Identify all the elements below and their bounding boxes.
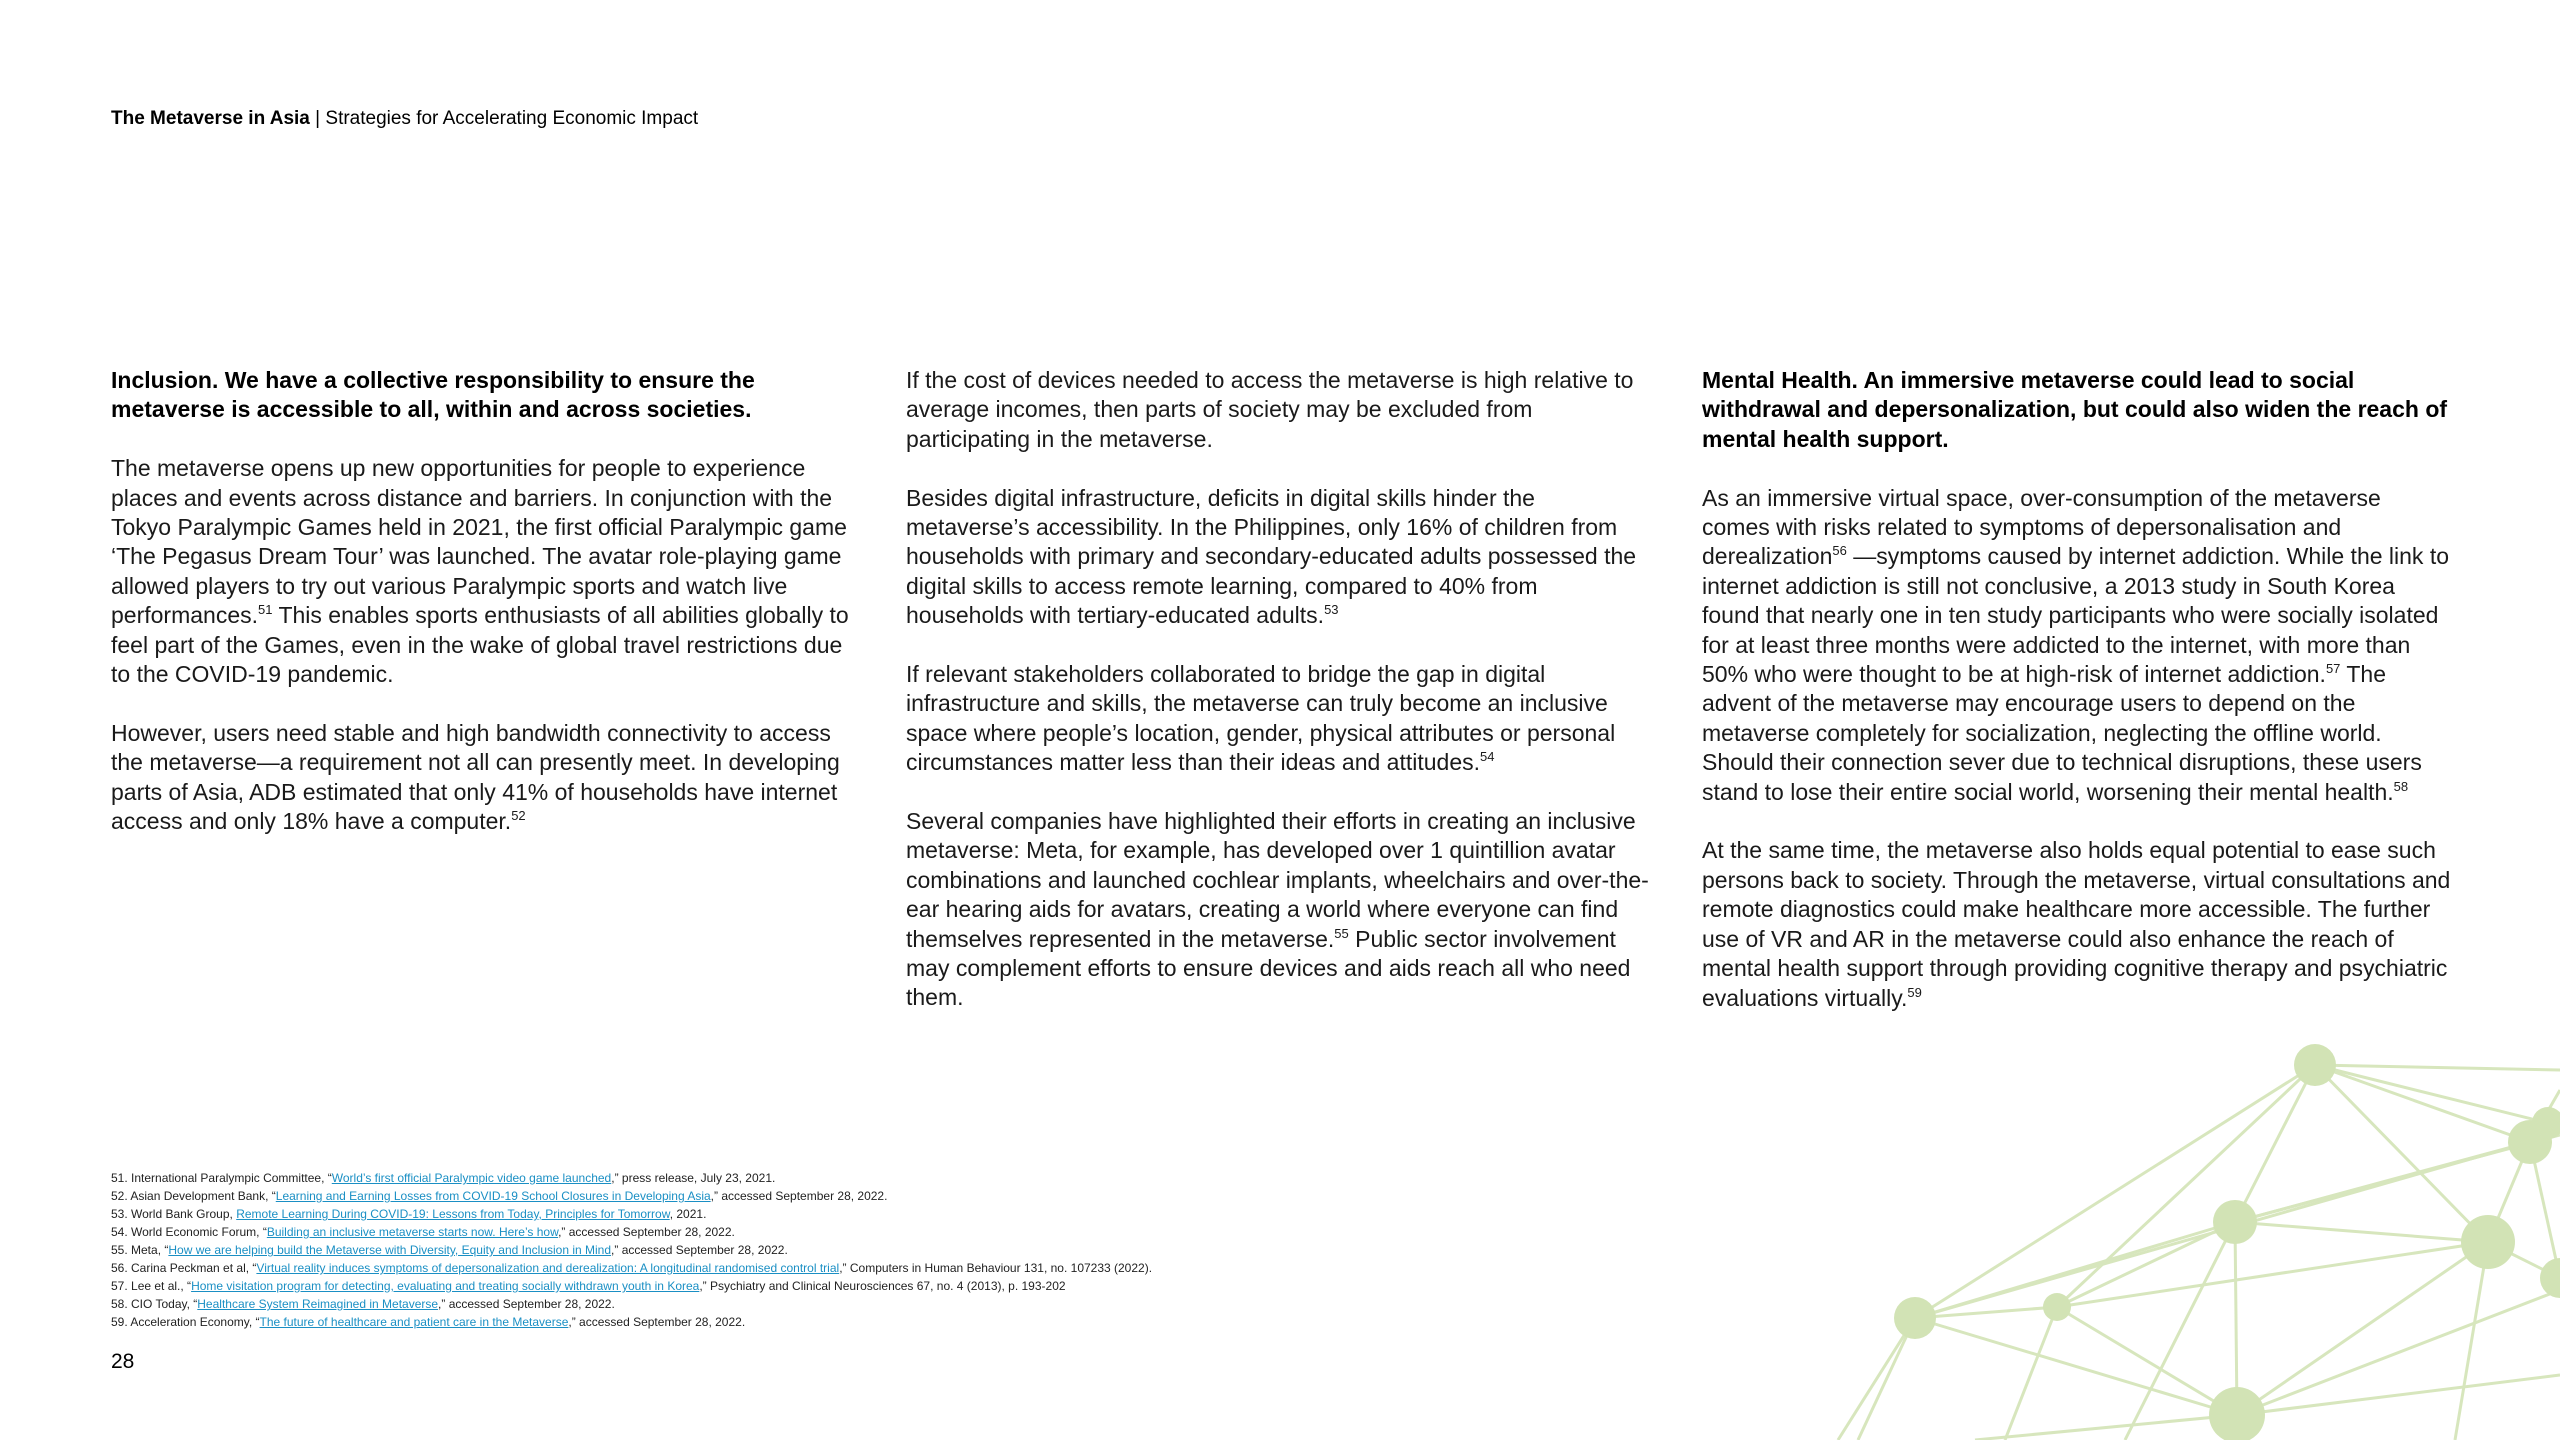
mental-health-heading: Mental Health. An immersive metaverse could lead to social withdrawal and depersonalization, but could also widen the reach of mental health support.	[1702, 367, 2448, 452]
paragraph-text: However, users need stable and high bandwidth connectivity to access the metaverse—a requirement not all can presently meet. In developing parts of Asia, ADB estimated that only 41% of households have internet access and only 18% have a computer.	[111, 719, 840, 835]
paragraph-text: Several companies have highlighted their efforts in creating an inclusive metaverse: Meta, for example, has developed over 1 quintillion avatar combinations and launched cochlear implants, wheelchairs and over-the-ear hearing aids for avatars, creating a world where everyone can find themselves represented in the metaverse.	[906, 808, 1649, 952]
paragraph	[906, 660, 1656, 778]
text-column-accessibility	[906, 366, 1656, 1042]
paragraph-text: This enables sports enthusiasts of all abilities globally to feel part of the Games, even in the wake of global travel restrictions due to the COVID-19 pandemic.	[111, 602, 849, 688]
footnote-ref: 51	[258, 602, 273, 618]
footnote-text: ,” accessed September 28, 2022.	[611, 1243, 788, 1257]
paragraph-text: —symptoms caused by internet addiction. While the link to internet addiction is still not conclusive, a 2013 study in South Korea found that nearly one in ten study participants who were socially isolated for at least three months were addicted to the internet, with more than 50% who were thought to be at high-risk of internet addiction.	[1702, 543, 2450, 688]
paragraph-text: As an immersive virtual space, over-consumption of the metaverse comes with risks related to symptoms of depersonalisation and derealization	[1702, 484, 2381, 570]
paragraph	[906, 807, 1656, 1013]
footnote-text: ,” accessed September 28, 2022.	[558, 1225, 735, 1239]
footnote-text: ,” accessed September 28, 2022.	[568, 1315, 746, 1329]
footnote-text: ,” Psychiatry and Clinical Neurosciences 67, no. 4 (2013), p. 193-202	[699, 1279, 1066, 1293]
report-subtitle: Strategies for Accelerating Economic Impact	[325, 108, 699, 129]
paragraph	[1702, 836, 2452, 1012]
network-lines	[1838, 1065, 2560, 1440]
footnote	[111, 1241, 1152, 1259]
footnote-text: ,” press release, July 23, 2021.	[611, 1171, 776, 1185]
footnote-text: 56. Carina Peckman et al, “	[111, 1261, 257, 1275]
paragraph	[1702, 484, 2452, 807]
footnote-text: 53. World Bank Group,	[111, 1207, 237, 1221]
footnote-link[interactable]: Virtual reality induces symptoms of depersonalization and derealization: A longitudinal randomised control trial	[256, 1261, 840, 1275]
footnote-link[interactable]: Home visitation program for detecting, evaluating and treating socially withdrawn youth in Korea	[191, 1279, 700, 1293]
footnote-ref: 52	[511, 808, 526, 824]
network-nodes	[1894, 1044, 2560, 1440]
footnote-link[interactable]: How we are helping build the Metaverse with Diversity, Equity and Inclusion in Mind	[168, 1243, 612, 1257]
text-column-mental-health	[1702, 366, 2452, 1042]
footnote	[111, 1313, 1152, 1331]
paragraph-text: At the same time, the metaverse also holds equal potential to ease such persons back to society. Through the metaverse, virtual consultations and remote diagnostics could make healthcare more accessible. The further use of VR and AR in the metaverse could also enhance the reach of mental health support through providing cognitive therapy and psychiatric evaluations virtually.	[1702, 837, 2451, 1011]
footnote-ref: 53	[1324, 602, 1339, 618]
report-title: The Metaverse in Asia	[111, 108, 310, 129]
paragraph	[111, 719, 861, 837]
footnote-link[interactable]: The future of healthcare and patient care in the Metaverse	[259, 1315, 569, 1329]
paragraph-text: Besides digital infrastructure, deficits in digital skills hinder the metaverse’s accessibility. In the Philippines, only 16% of children from households with primary and secondary-educated adults possessed the digital skills to access remote learning, compared to 40% from households with tertiary-educated adults.	[906, 484, 1637, 629]
paragraph-text: The metaverse opens up new opportunities for people to experience places and events across distance and barriers. In conjunction with the Tokyo Paralympic Games held in 2021, the first official Paralympic game ‘The Pegasus Dream Tour’ was launched. The avatar role-playing game allowed players to try out various Paralympic sports and watch live performances.	[111, 455, 847, 629]
page-number: 28	[111, 1350, 135, 1373]
paragraph	[906, 484, 1656, 631]
footnote-ref: 59	[1907, 984, 1922, 1000]
footnote-ref: 57	[2325, 661, 2341, 677]
footnote-text: 52. Asian Development Bank, “	[111, 1189, 276, 1203]
footnote-text: ,” Computers in Human Behaviour 131, no. 107233 (2022).	[839, 1261, 1153, 1275]
footnote-text: ,” accessed September 28, 2022.	[710, 1189, 888, 1203]
footnotes	[111, 1169, 1152, 1331]
footnote-link[interactable]: Remote Learning During COVID-19: Lessons from Today, Principles for Tomorrow	[236, 1207, 670, 1221]
footnote-text: 55. Meta, “	[111, 1243, 169, 1257]
footnote-ref: 56	[1832, 543, 1847, 559]
footnote-text: 57. Lee et al., “	[111, 1279, 192, 1293]
footnote-text: 59. Acceleration Economy, “	[111, 1315, 260, 1329]
footnote-link[interactable]: World’s first official Paralympic video game launched	[331, 1171, 612, 1185]
footnote-ref: 54	[1480, 749, 1495, 765]
paragraph-text: The advent of the metaverse may encourage users to depend on the metaverse completely for socialization, neglecting the offline world. Should their connection sever due to technical disruptions, these users stand to lose their entire social world, worsening their mental health.	[1702, 661, 2422, 805]
footnote	[111, 1223, 1152, 1241]
paragraph-text: Public sector involvement may complement efforts to ensure devices and aids reach all who need them.	[906, 925, 1631, 1011]
footnote-text: 51. International Paralympic Committee, “	[111, 1171, 332, 1185]
paragraph-text: If relevant stakeholders collaborated to bridge the gap in digital infrastructure and skills, the metaverse can truly become an inclusive space where people’s location, gender, physical attributes or personal circumstances matter less than their ideas and attitudes.	[906, 661, 1616, 776]
header-separator: |	[309, 108, 326, 129]
footnote-link[interactable]: Building an inclusive metaverse starts now. Here’s how	[266, 1225, 559, 1239]
footnote-text: , 2021.	[669, 1207, 707, 1221]
paragraph	[111, 454, 861, 689]
footnote	[111, 1169, 1152, 1187]
footnote	[111, 1277, 1152, 1295]
footnote-text: 58. CIO Today, “	[111, 1297, 198, 1311]
footnote-text: 54. World Economic Forum, “	[111, 1225, 267, 1239]
footnote	[111, 1259, 1152, 1277]
footnote-link[interactable]: Learning and Earning Losses from COVID-19 School Closures in Developing Asia	[275, 1189, 711, 1203]
footnote-text: ,” accessed September 28, 2022.	[438, 1297, 615, 1311]
footnote-ref: 58	[2393, 778, 2409, 794]
footnote	[111, 1205, 1152, 1223]
text-column-inclusion	[111, 366, 861, 866]
inclusion-heading: Inclusion. We have a collective responsibility to ensure the metaverse is accessible to all, within and across societies.	[111, 367, 755, 423]
footnote-ref: 55	[1334, 925, 1349, 941]
page-header	[111, 106, 698, 132]
paragraph: If the cost of devices needed to access the metaverse is high relative to average incomes, then parts of society may be excluded from participating in the metaverse.	[906, 367, 1634, 452]
footnote-link[interactable]: Healthcare System Reimagined in Metaverse	[197, 1297, 439, 1311]
footnote	[111, 1295, 1152, 1313]
footnote	[111, 1187, 1152, 1205]
